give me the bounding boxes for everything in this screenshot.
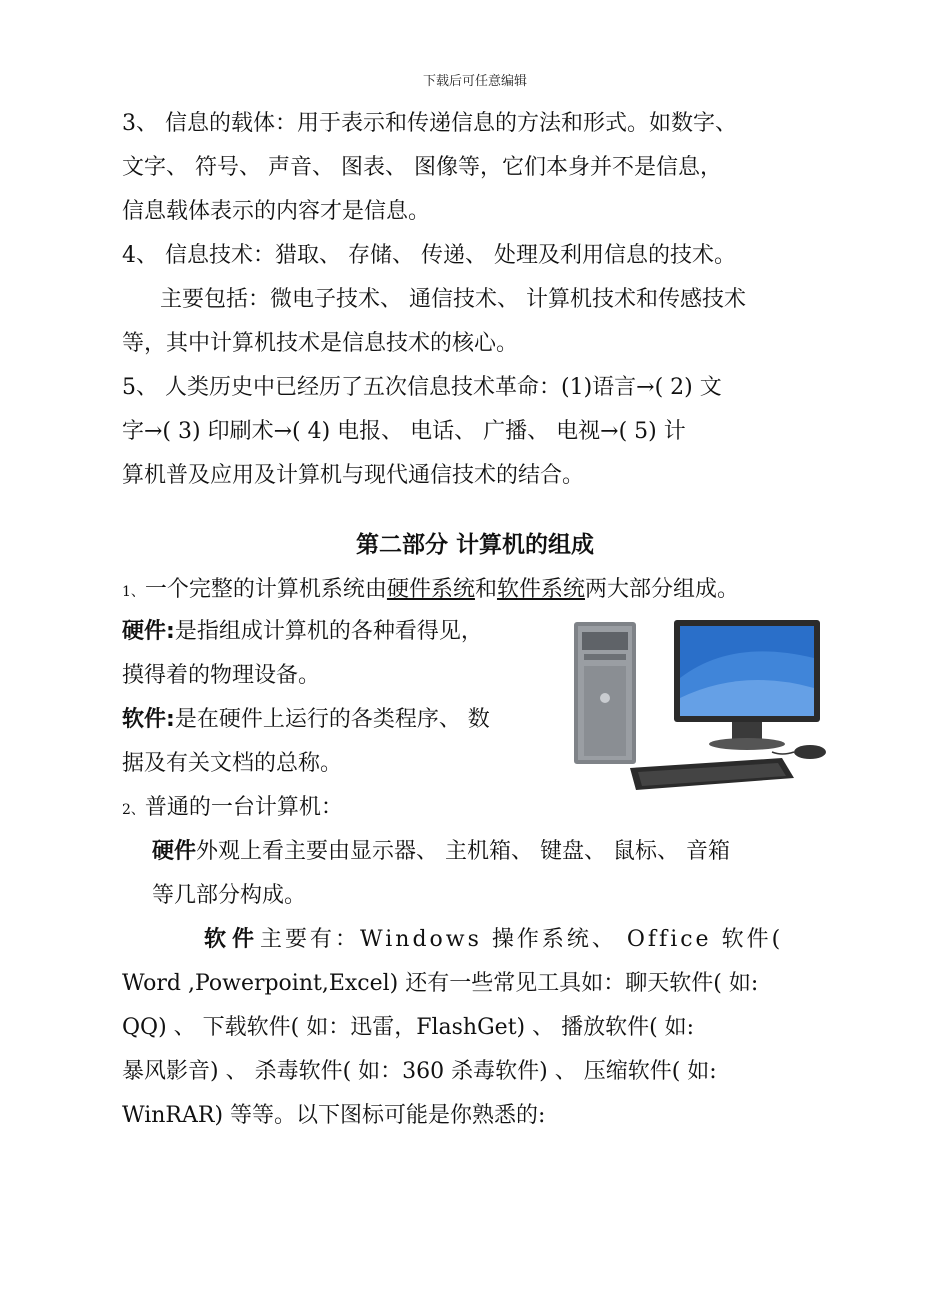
paragraph-1-text-a: 一个完整的计算机系统由 (144, 577, 387, 602)
software-description-line5: WinRAR) 等等。以下图标可能是你熟悉的: (122, 1103, 546, 1128)
hardware-description-line2: 等几部分构成。 (152, 883, 307, 908)
software-desc-text-1: 主要有：Windows 操作系统、 Office 软件( (260, 927, 784, 952)
software-description-line3: QQ) 、 下载软件( 如：迅雷，FlashGet) 、 播放软件( 如: (122, 1015, 695, 1040)
mouse-cable (772, 752, 794, 754)
item3-line3: 信息载体表示的内容才是信息。 (122, 199, 431, 224)
hardware-label: 硬件: (122, 619, 175, 644)
item5-line3: 算机普及应用及计算机与现代通信技术的结合。 (122, 463, 585, 488)
hardware-description-line1 (152, 830, 838, 874)
drive-slot (584, 654, 626, 660)
drive-bay (582, 632, 628, 650)
hardware-definition-line1 (122, 610, 562, 654)
section-title: 第二部分 计算机的组成 (355, 532, 594, 558)
computer-image (572, 618, 834, 798)
software-label: 软件: (122, 707, 175, 732)
monitor-stand (709, 738, 785, 750)
item5-line2: 字→( 3) 印刷术→( 4) 电报、 电话、 广播、 电视→( 5) 计 (122, 419, 686, 444)
mouse (794, 745, 826, 759)
power-button-icon (600, 693, 610, 703)
item5-line1: 5、 人类历史中已经历了五次信息技术革命：(1)语言→( 2) 文 (122, 375, 722, 400)
paragraph-2-number: 2、 (122, 802, 145, 818)
item4-line2: 主要包括：微电子技术、 通信技术、 计算机技术和传感技术 (160, 287, 746, 312)
hardware-desc-label: 硬件 (152, 839, 197, 864)
item3-line1: 3、 信息的载体：用于表示和传递信息的方法和形式。如数字、 (122, 111, 737, 136)
software-definition-line1 (122, 698, 562, 742)
paragraph-1 (122, 568, 838, 614)
page-header: 下载后可任意编辑 (422, 74, 527, 89)
software-description-line4: 暴风影音) 、 杀毒软件( 如：360 杀毒软件) 、 压缩软件( 如: (122, 1059, 717, 1084)
item4-line1: 4、 信息技术：猎取、 存储、 传递、 处理及利用信息的技术。 (122, 243, 736, 268)
hardware-text-1: 是指组成计算机的各种看得见， (174, 619, 483, 644)
item4-line3: 等，其中计算机技术是信息技术的核心。 (122, 331, 519, 356)
item3-line2: 文字、 符号、 声音、 图表、 图像等，它们本身并不是信息， (122, 155, 722, 180)
paragraph-2 (122, 786, 838, 832)
software-system-link[interactable]: 软件系统 (496, 577, 585, 602)
paragraph-1-number: 1、 (122, 584, 145, 600)
software-description-line2: Word ,Powerpoint,Excel) 还有一些常见工具如：聊天软件( 如: (122, 971, 759, 996)
software-desc-label: 软件 (204, 927, 261, 952)
hardware-desc-text-1: 外观上看主要由显示器、 主机箱、 键盘、 鼠标、 音箱 (196, 839, 730, 864)
paragraph-1-text-c: 两大部分组成。 (584, 577, 739, 602)
software-text-1: 是在硬件上运行的各类程序、 数 (174, 707, 490, 732)
hardware-definition-line2: 摸得着的物理设备。 (122, 663, 321, 688)
software-definition-line2: 据及有关文档的总称。 (122, 751, 343, 776)
monitor-neck (732, 722, 762, 740)
paragraph-1-text-b: 和 (474, 577, 497, 602)
tower-grille (584, 666, 626, 756)
software-description-line1 (204, 918, 838, 962)
paragraph-2-text: 普通的一台计算机： (144, 795, 343, 820)
hardware-system-link[interactable]: 硬件系统 (386, 577, 475, 602)
